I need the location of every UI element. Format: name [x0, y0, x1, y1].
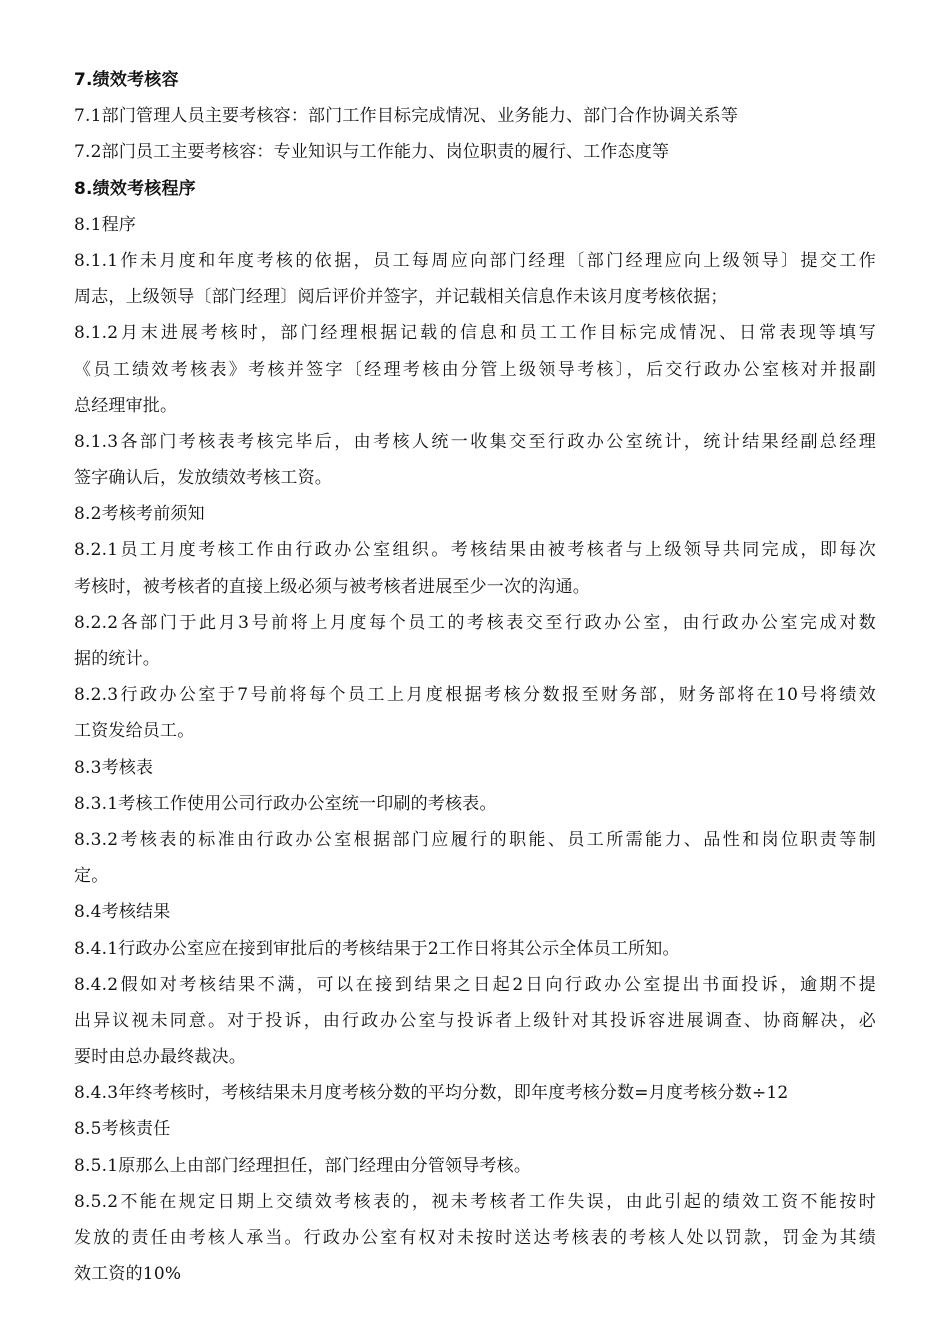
section-8-heading: 8.绩效考核程序	[74, 178, 196, 199]
paragraph-8-2-3-line-1: 8.2.3行政办公室于7号前将每个员工上月度根据考核分数报至财务部，财务部将在10号将绩效	[74, 685, 876, 706]
paragraph-8-5-2-line-2: 发放的责任由考核人承当。行政办公室有权对未按时送达考核表的考核人处以罚款，罚金为其绩	[74, 1228, 876, 1248]
paragraph-7-2: 7.2部门员工主要考核容：专业知识与工作能力、岗位职责的履行、工作态度等	[74, 142, 670, 163]
paragraph-8-1-3-line-2: 签字确认后，发放绩效考核工资。	[74, 468, 332, 489]
subheading-8-3: 8.3考核表	[74, 757, 154, 778]
paragraph-8-2-1-line-1: 8.2.1员工月度考核工作由行政办公室组织。考核结果由被考核者与上级领导共同完成，即每次	[74, 540, 876, 561]
paragraph-8-2-2-line-2: 据的统计。	[74, 649, 160, 669]
paragraph-8-1-1-line-1: 8.1.1作未月度和年度考核的依据，员工每周应向部门经理〔部门经理应向上级领导〕提交工作	[74, 250, 876, 271]
paragraph-8-3-1: 8.3.1考核工作使用公司行政办公室统一印刷的考核表。	[74, 793, 497, 814]
paragraph-8-3-2-line-2: 定。	[74, 866, 109, 887]
paragraph-8-4-3: 8.4.3年终考核时，考核结果未月度考核分数的平均分数，即年度考核分数=月度考核分数÷12	[74, 1083, 789, 1104]
paragraph-8-1-2-line-2: 《员工绩效考核表》考核并签字〔经理考核由分管上级领导考核〕，后交行政办公室核对并报副	[74, 359, 876, 380]
paragraph-8-4-1: 8.4.1行政办公室应在接到审批后的考核结果于2工作日将其公示全体员工所知。	[74, 938, 680, 959]
paragraph-8-1-3-line-1: 8.1.3各部门考核表考核完毕后，由考核人统一收集交至行政办公室统计，统计结果经副总经理	[74, 431, 876, 452]
subheading-8-5: 8.5考核责任	[74, 1119, 171, 1140]
subheading-8-1: 8.1程序	[74, 214, 137, 235]
paragraph-8-5-2-line-3: 效工资的10%	[74, 1264, 182, 1285]
paragraph-7-1: 7.1部门管理人员主要考核容：部门工作目标完成情况、业务能力、部门合作协调关系等	[74, 106, 739, 127]
subheading-8-4: 8.4考核结果	[74, 902, 171, 923]
paragraph-8-1-2-line-3: 总经理审批。	[74, 395, 178, 416]
paragraph-8-2-3-line-2: 工资发给员工。	[74, 721, 195, 742]
paragraph-8-4-2-line-2: 出异议视未同意。对于投诉，由行政办公室与投诉者上级针对其投诉容进展调查、协商解决，必	[74, 1010, 876, 1031]
paragraph-8-5-2-line-1: 8.5.2不能在规定日期上交绩效考核表的，视未考核者工作失误，由此引起的绩效工资不能按时	[74, 1191, 876, 1212]
paragraph-8-4-2-line-3: 要时由总办最终裁决。	[74, 1047, 246, 1068]
paragraph-8-4-2-line-1: 8.4.2假如对考核结果不满，可以在接到结果之日起2日向行政办公室提出书面投诉，逾期不提	[74, 974, 876, 995]
paragraph-8-2-2-line-1: 8.2.2各部门于此月3号前将上月度每个员工的考核表交至行政办公室，由行政办公室完成对数	[74, 612, 876, 633]
section-7-heading: 7.绩效考核容	[74, 70, 179, 90]
paragraph-8-3-2-line-1: 8.3.2考核表的标准由行政办公室根据部门应履行的职能、员工所需能力、品性和岗位职责等制	[74, 829, 876, 850]
paragraph-8-2-1-line-2: 考核时，被考核者的直接上级必须与被考核者进展至少一次的沟通。	[74, 576, 590, 597]
subheading-8-2: 8.2考核考前须知	[74, 504, 205, 525]
paragraph-8-5-1: 8.5.1原那么上由部门经理担任，部门经理由分管领导考核。	[74, 1155, 532, 1176]
paragraph-8-1-2-line-1: 8.1.2月末进展考核时，部门经理根据记载的信息和员工工作目标完成情况、日常表现等填写	[74, 323, 876, 344]
paragraph-8-1-1-line-2: 周志，上级领导〔部门经理〕阅后评价并签字，并记载相关信息作未该月度考核依据；	[74, 287, 728, 308]
